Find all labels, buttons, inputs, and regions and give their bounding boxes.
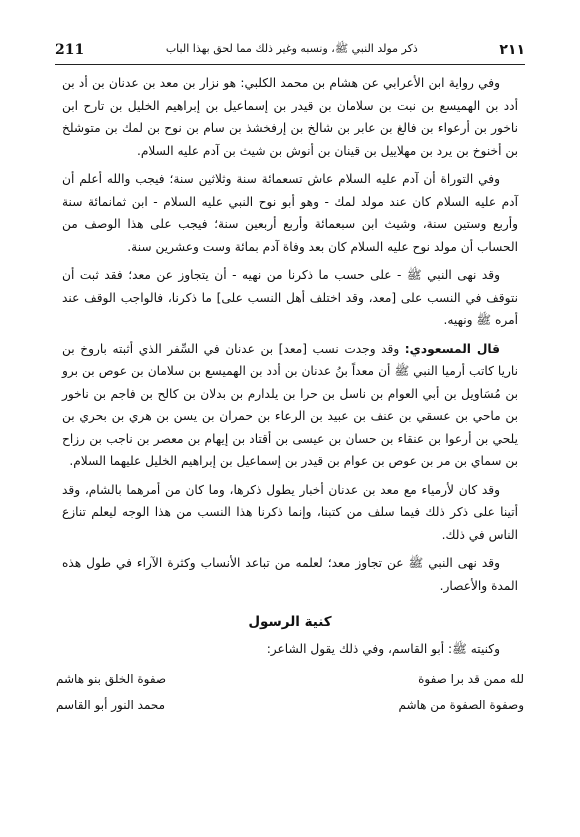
- body-text: [56, 72, 524, 718]
- section-intro-text: وكنيته ﷺ: أبو القاسم، وفي ذلك يقول الشاعر:: [266, 641, 500, 656]
- section-title: كنية الرسول: [248, 614, 332, 630]
- verse-hemistich-first: وصفوة الصفوة من هاشم: [398, 698, 524, 712]
- paragraph-masudi: [62, 338, 518, 473]
- paragraph-text: وقد كان لأرمياء مع معد بن عدنان أخبار يطول ذكرها، وما كان من أمرهما بالشام، وقد أتينا على ذكر ذلك فيما سلف من كتبنا، وإنما ذكرنا هذا النسب من هذا الوجه ليعلم تنازع الناس في ذلك.: [62, 482, 518, 542]
- verse-hemistich-first: لله ممن قد برا صفوة: [418, 672, 524, 686]
- paragraph-jeremiah: [62, 479, 518, 547]
- paragraph-text: وقد وجدت نسب [معد] بن عدنان في السِّفر الذي أثبته باروخ بن ناريا كاتب أرميا النبي ﷺ أن معداً بنُ عدنان بن أدد بن الهميسع بن سلامان بن عوص بن برو بن مُسَاويل بن أبي العوام بن ناسل بن حرا بن يلدارم بن بدلان بن كالح بن فاجم بن ناخور بن ماحي بن عسقي بن عنف بن عبيد بن الرعاء بن حمران بن يسن بن هري بن بحري بن يلحي بن أرعوا بن عنقاء بن حسان بن عيسى بن أقتاد بن إيهام بن معصر بن ناجب بن رزاح بن سماي بن مر بن عوص بن عوام بن قيدر بن إسماعيل بن إبراهيم الخليل عليهما السلام.: [62, 341, 518, 468]
- page-number-latin: 211: [55, 42, 85, 58]
- paragraph-conclusion: [62, 552, 518, 597]
- paragraph-prohibition: [62, 264, 518, 332]
- paragraph-lineage-kalbi: [62, 72, 518, 162]
- paragraph-lead: قال المسعودي:: [404, 341, 500, 356]
- section-intro: [62, 638, 518, 661]
- running-title: ذكر مولد النبي ﷺ، ونسبه وغير ذلك مما لحق بهذا الباب: [165, 42, 418, 55]
- paragraph-text: وفي رواية ابن الأعرابي عن هشام بن محمد الكلبي: هو نزار بن معد بن عدنان بن أد بن أدد بن الهميسع بن نبت بن سلامان بن قيدر بن إسماعيل بن إبراهيم الخليل بن تارح ابن ناخور بن أرعواء بن فالغ بن عابر بن شالخ بن إرفخشذ بن سام بن نوح بن لمك بن متوشلخ بن أخنوخ بن يرد بن مهلاييل بن قينان بن أنوش بن شيث بن آدم عليه السلام.: [62, 76, 518, 158]
- paragraph-text: وقد نهى النبي ﷺ - على حسب ما ذكرنا من نهيه - أن يتجاوز عن معد؛ فقد ثبت أن نتوقف في النسب على [معد، وقد اختلف أهل النسب على] ما ذكرنا، فالواجب الوقف عند أمره ﷺ ونهيه.: [62, 268, 518, 327]
- page-number-arabic: ٢١١: [499, 42, 525, 58]
- paragraph-torah: [62, 168, 518, 258]
- paragraph-text: وفي التوراة أن آدم عليه السلام عاش تسعمائة سنة وثلاثين سنة؛ فيجب والله أعلم أن آدم عليه السلام كان عند مولد لمك - وهو أبو نوح النبي عليه السلام - ابن ثمانمائة سنة وأربع وستين سنة، وشيث ابن سبعمائة وأربع أربعين سنة؛ فيجب على هذا الوصف من الحساب أن مولد نوح عليه السلام كان بعد وفاة آدم بمائة وست وعشرين سنة.: [62, 172, 518, 254]
- page-header: [55, 38, 525, 62]
- poem-verse: [56, 692, 524, 718]
- paragraph-text: وقد نهى النبي ﷺ عن تجاوز معد؛ لعلمه من تباعد الأنساب وكثرة الآراء في طول هذه المدة والأعصار.: [62, 556, 518, 593]
- header-rule: [55, 64, 525, 65]
- verse-hemistich-second: محمد النور أبو القاسم: [56, 698, 166, 712]
- poem-verse: [56, 666, 524, 692]
- verse-hemistich-second: صفوة الخلق بنو هاشم: [56, 672, 167, 686]
